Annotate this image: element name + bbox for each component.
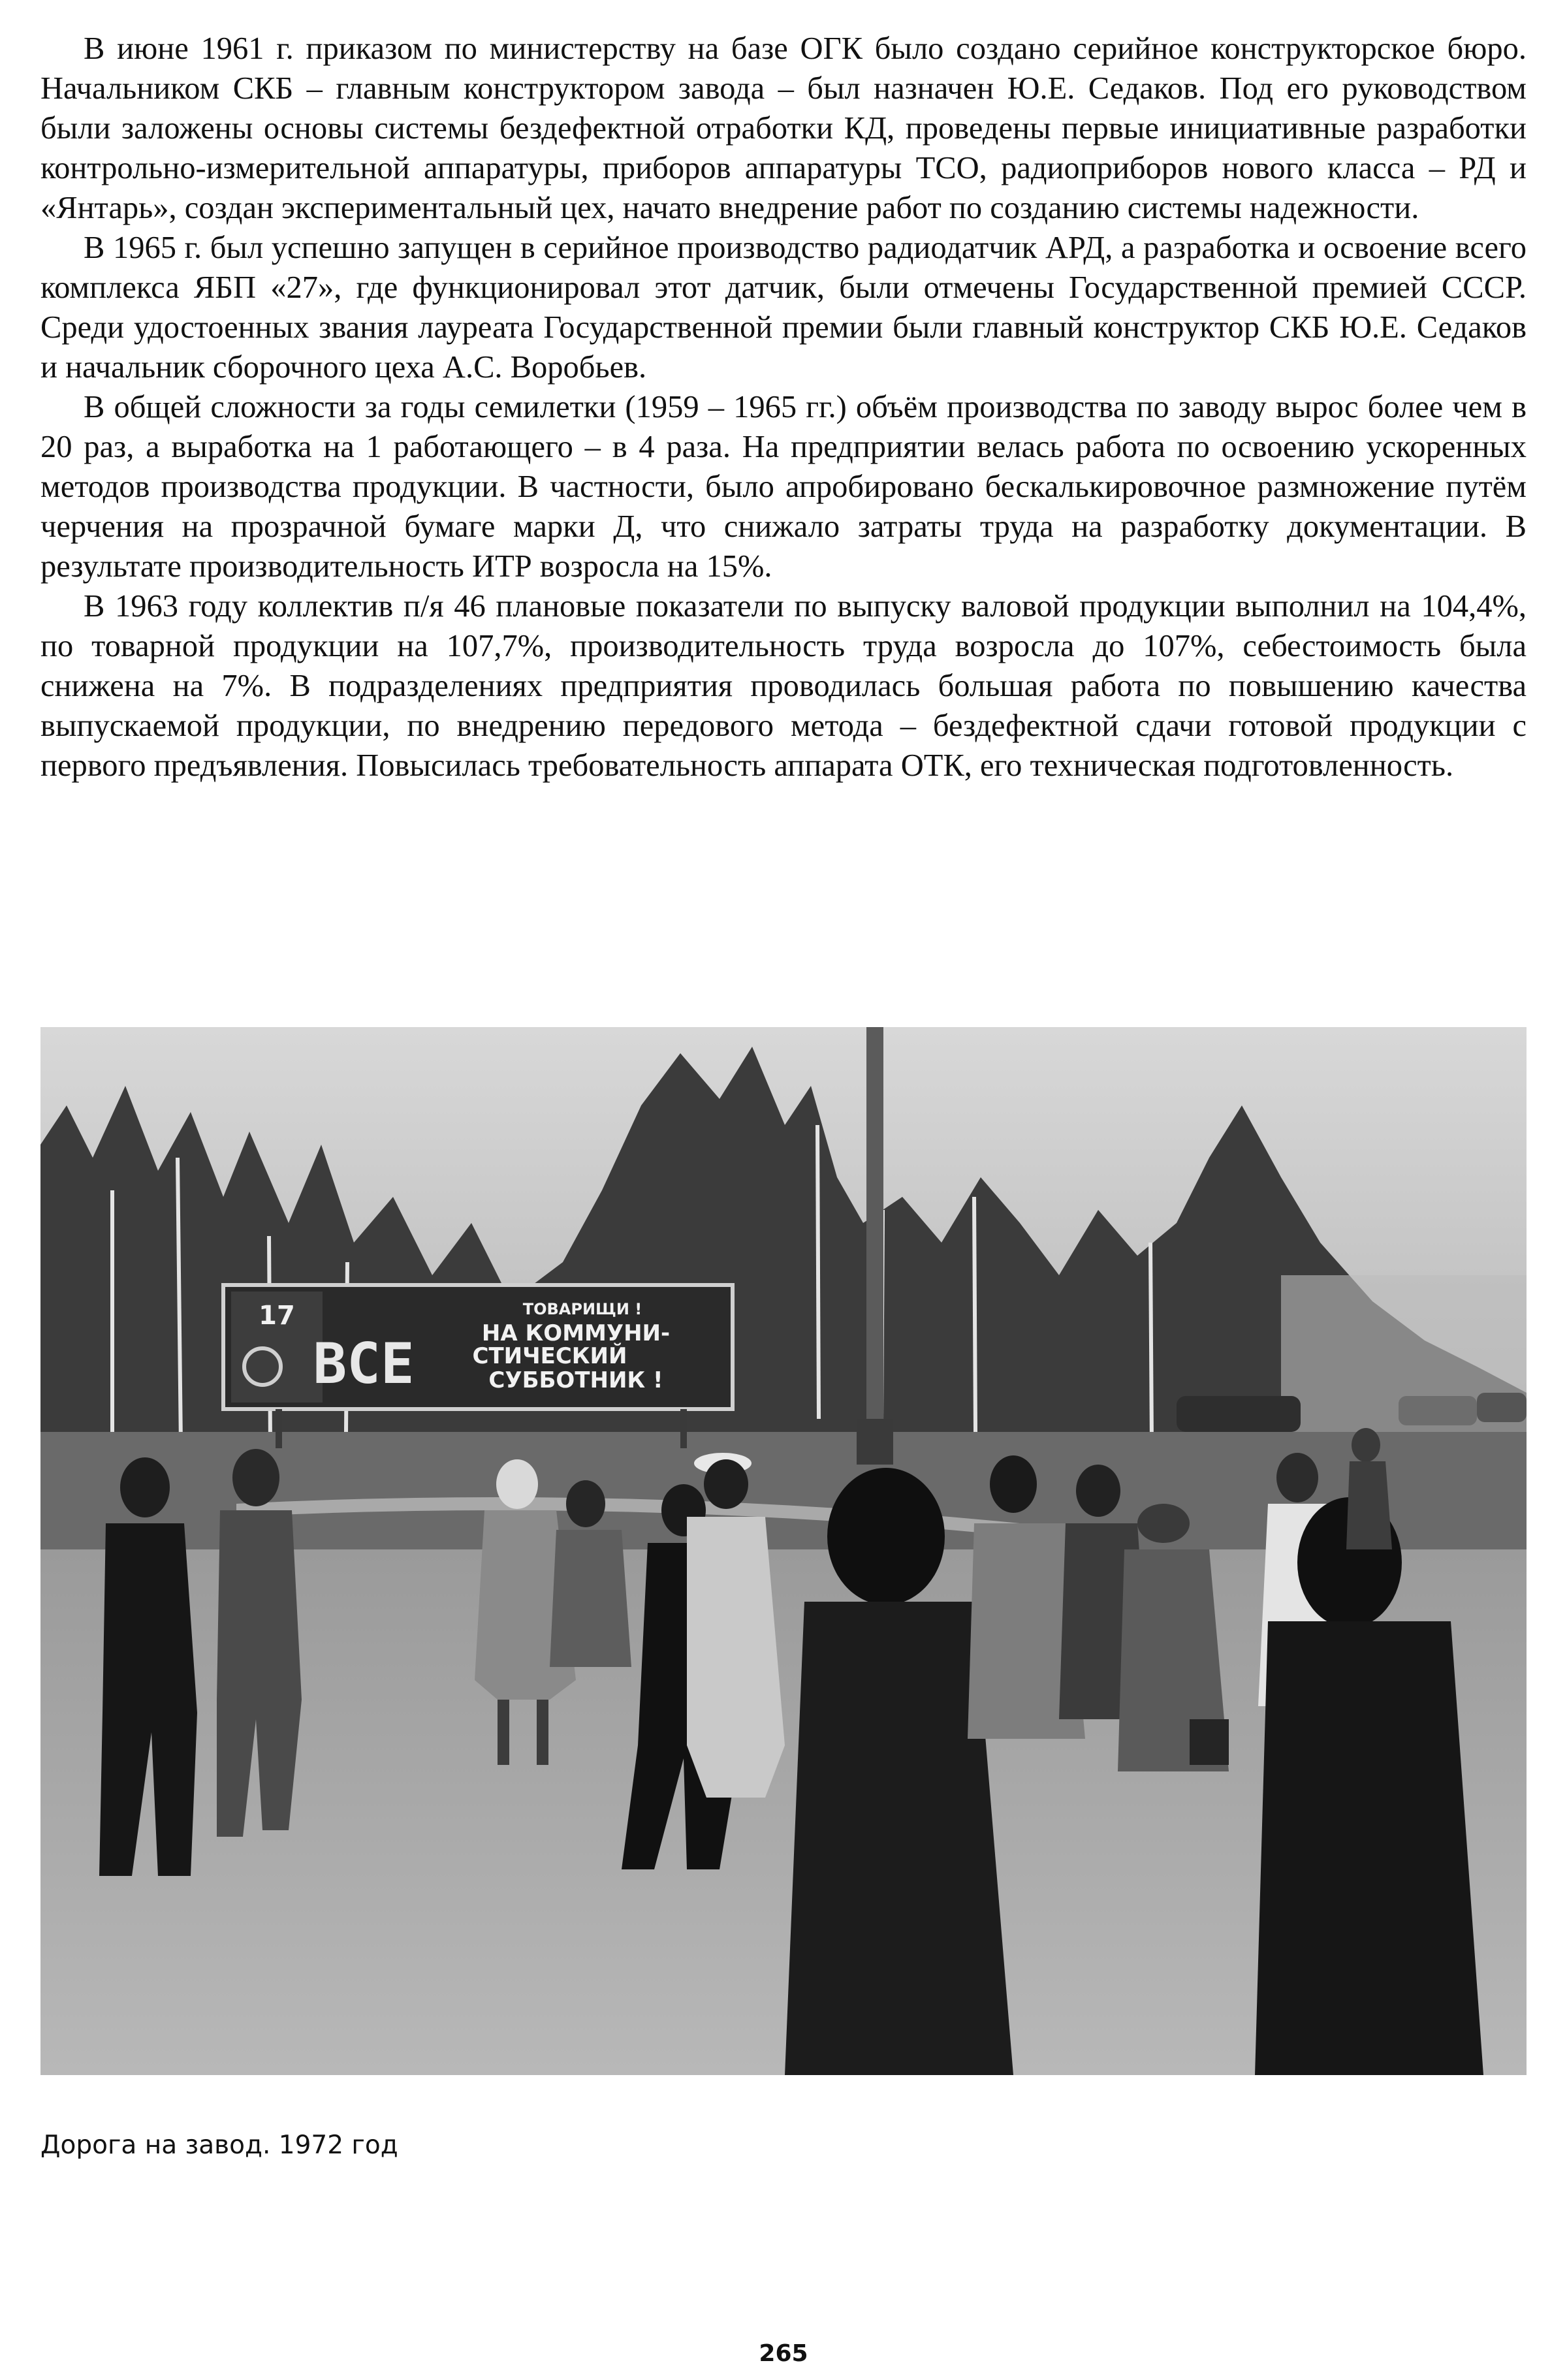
lamp-post: [866, 1027, 883, 1458]
article-text: [40, 29, 1527, 785]
photo-caption: Дорога на завод. 1972 год: [40, 2131, 398, 2160]
paragraph-2: В 1965 г. был успешно запущен в серийное производство радиодатчик АРД, а разработка и освоение всего комплекса ЯБП «27», где функционировал этот датчик, были отмечены Государственной премией СССР. Среди удостоенных звания лауреата Государственной премии были главный конструктор СКБ Ю.Е. Седаков и начальник сборочного цеха А.С. Воробьев.: [40, 230, 1527, 385]
billboard-line-3: СТИЧЕСКИЙ: [472, 1343, 627, 1369]
billboard-line-1: ТОВАРИЩИ !: [522, 1300, 642, 1318]
page-number: 265: [759, 2340, 808, 2367]
billboard-date: 17: [259, 1301, 295, 1331]
photo-road-to-factory: [40, 1027, 1527, 2075]
paragraph-3: В общей сложности за годы семилетки (1959 – 1965 гг.) объём производства по заводу вырос более чем в 20 раз, а выработка на 1 работающего – в 4 раза. На предприятии велась работа по освоению ускоренных методов производства продукции. В частности, было апробировано бескалькировочное размножение путём черчения на прозрачной бумаге марки Д, что снижало затраты труда на разработку документации. В результате производительность ИТР возросла на 15%.: [40, 390, 1527, 584]
paragraph-1: В июне 1961 г. приказом по министерству на базе ОГК было создано серийное конструкторское бюро. Начальником СКБ – главным конструктором завода – был назначен Ю.Е. Седаков. Под его руководством были заложены основы системы бездефектной отработки КД, проведены первые инициативные разработки контрольно-измерительной аппаратуры, приборов аппаратуры ТСО, радиоприборов нового класса – РД и «Янтарь», создан экспериментальный цех, начато внедрение работ по созданию системы надежности.: [40, 31, 1527, 225]
billboard-line-4: СУББОТНИК !: [488, 1367, 663, 1393]
photo-illustration: [40, 1027, 1527, 2075]
billboard-big-word: ВСЕ: [313, 1331, 415, 1397]
billboard-line-2: НА КОММУНИ-: [481, 1320, 671, 1346]
paragraph-4: В 1963 году коллектив п/я 46 плановые показатели по выпуску валовой продукции выполнил на 104,4%, по товарной продукции на 107,7%, производительность труда возросла до 107%, себестоимость была снижена на 7%. В подразделениях предприятия проводилась большая работа по повышению качества выпускаемой продукции, по внедрению передового метода – бездефектной сдачи готовой продукции с первого предъявления. Повысилась требовательность аппарата ОТК, его техническая подготовленность.: [40, 589, 1527, 783]
